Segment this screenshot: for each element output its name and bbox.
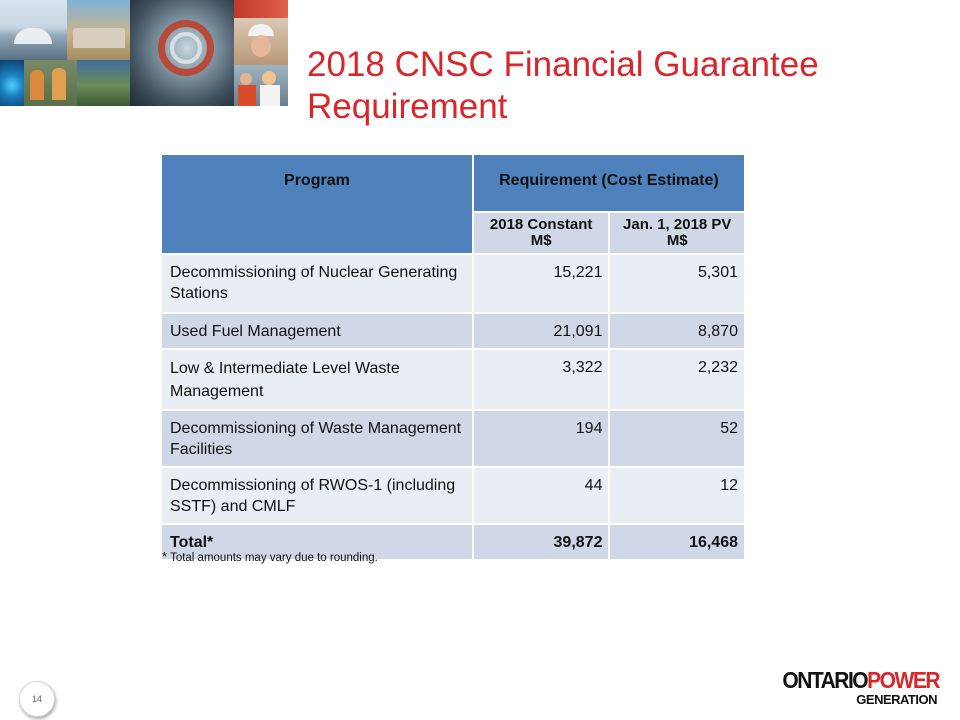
constant-cell: 194 — [473, 410, 610, 467]
pv-cell: 5,301 — [609, 254, 745, 313]
footnote-text: Total amounts may vary due to rounding. — [170, 552, 378, 564]
logo-power: POWER — [867, 668, 939, 694]
pv-cell: 2,232 — [609, 349, 745, 410]
constant-cell: 15,221 — [473, 254, 610, 313]
program-cell: Decommissioning of Waste Management Facilities — [161, 410, 473, 467]
program-cell: Low & Intermediate Level Waste Management — [161, 349, 473, 410]
dam-landscape-photo — [77, 60, 130, 106]
pv-cell: 8,870 — [609, 313, 745, 349]
table-row — [161, 254, 745, 313]
pv-cell: 52 — [609, 410, 745, 467]
turbine-photo — [130, 0, 234, 106]
page-number-badge: 14 — [19, 681, 55, 717]
facility-photo — [67, 0, 130, 60]
subheader-constant: 2018 Constant M$ — [473, 212, 610, 254]
total-constant: 39,872 — [473, 524, 610, 560]
logo-generation: GENERATION — [856, 692, 937, 707]
footnote-marker: * — [162, 549, 168, 564]
logo-wordmark — [782, 668, 939, 694]
reactor-glow-photo — [0, 60, 24, 106]
table-row — [161, 313, 745, 349]
table-row — [161, 349, 745, 410]
table-row — [161, 467, 745, 524]
header-program: Program — [161, 154, 473, 254]
red-helmets-photo — [234, 0, 288, 18]
team-photo — [234, 65, 288, 106]
total-label: Total* — [161, 524, 473, 560]
photo-collage — [0, 0, 288, 106]
footnote — [162, 549, 378, 564]
pv-cell: 12 — [609, 467, 745, 524]
workers-photo — [24, 60, 77, 106]
worker-portrait-photo — [234, 18, 288, 65]
program-cell: Used Fuel Management — [161, 313, 473, 349]
slide-title: 2018 CNSC Financial Guarantee Requirement — [307, 45, 819, 126]
program-cell: Decommissioning of Nuclear Generating Stations — [161, 254, 473, 313]
table-row — [161, 410, 745, 467]
nuclear-station-photo — [0, 0, 67, 60]
program-cell: Decommissioning of RWOS-1 (including SSTF) and CMLF — [161, 467, 473, 524]
constant-cell: 44 — [473, 467, 610, 524]
logo-ontario: ONTARIO — [782, 668, 868, 694]
header-requirement: Requirement (Cost Estimate) — [473, 154, 745, 212]
constant-cell: 21,091 — [473, 313, 610, 349]
subheader-pv: Jan. 1, 2018 PV M$ — [609, 212, 745, 254]
opg-logo — [782, 668, 939, 708]
total-pv: 16,468 — [609, 524, 745, 560]
constant-cell: 3,322 — [473, 349, 610, 410]
requirement-table — [160, 153, 746, 561]
